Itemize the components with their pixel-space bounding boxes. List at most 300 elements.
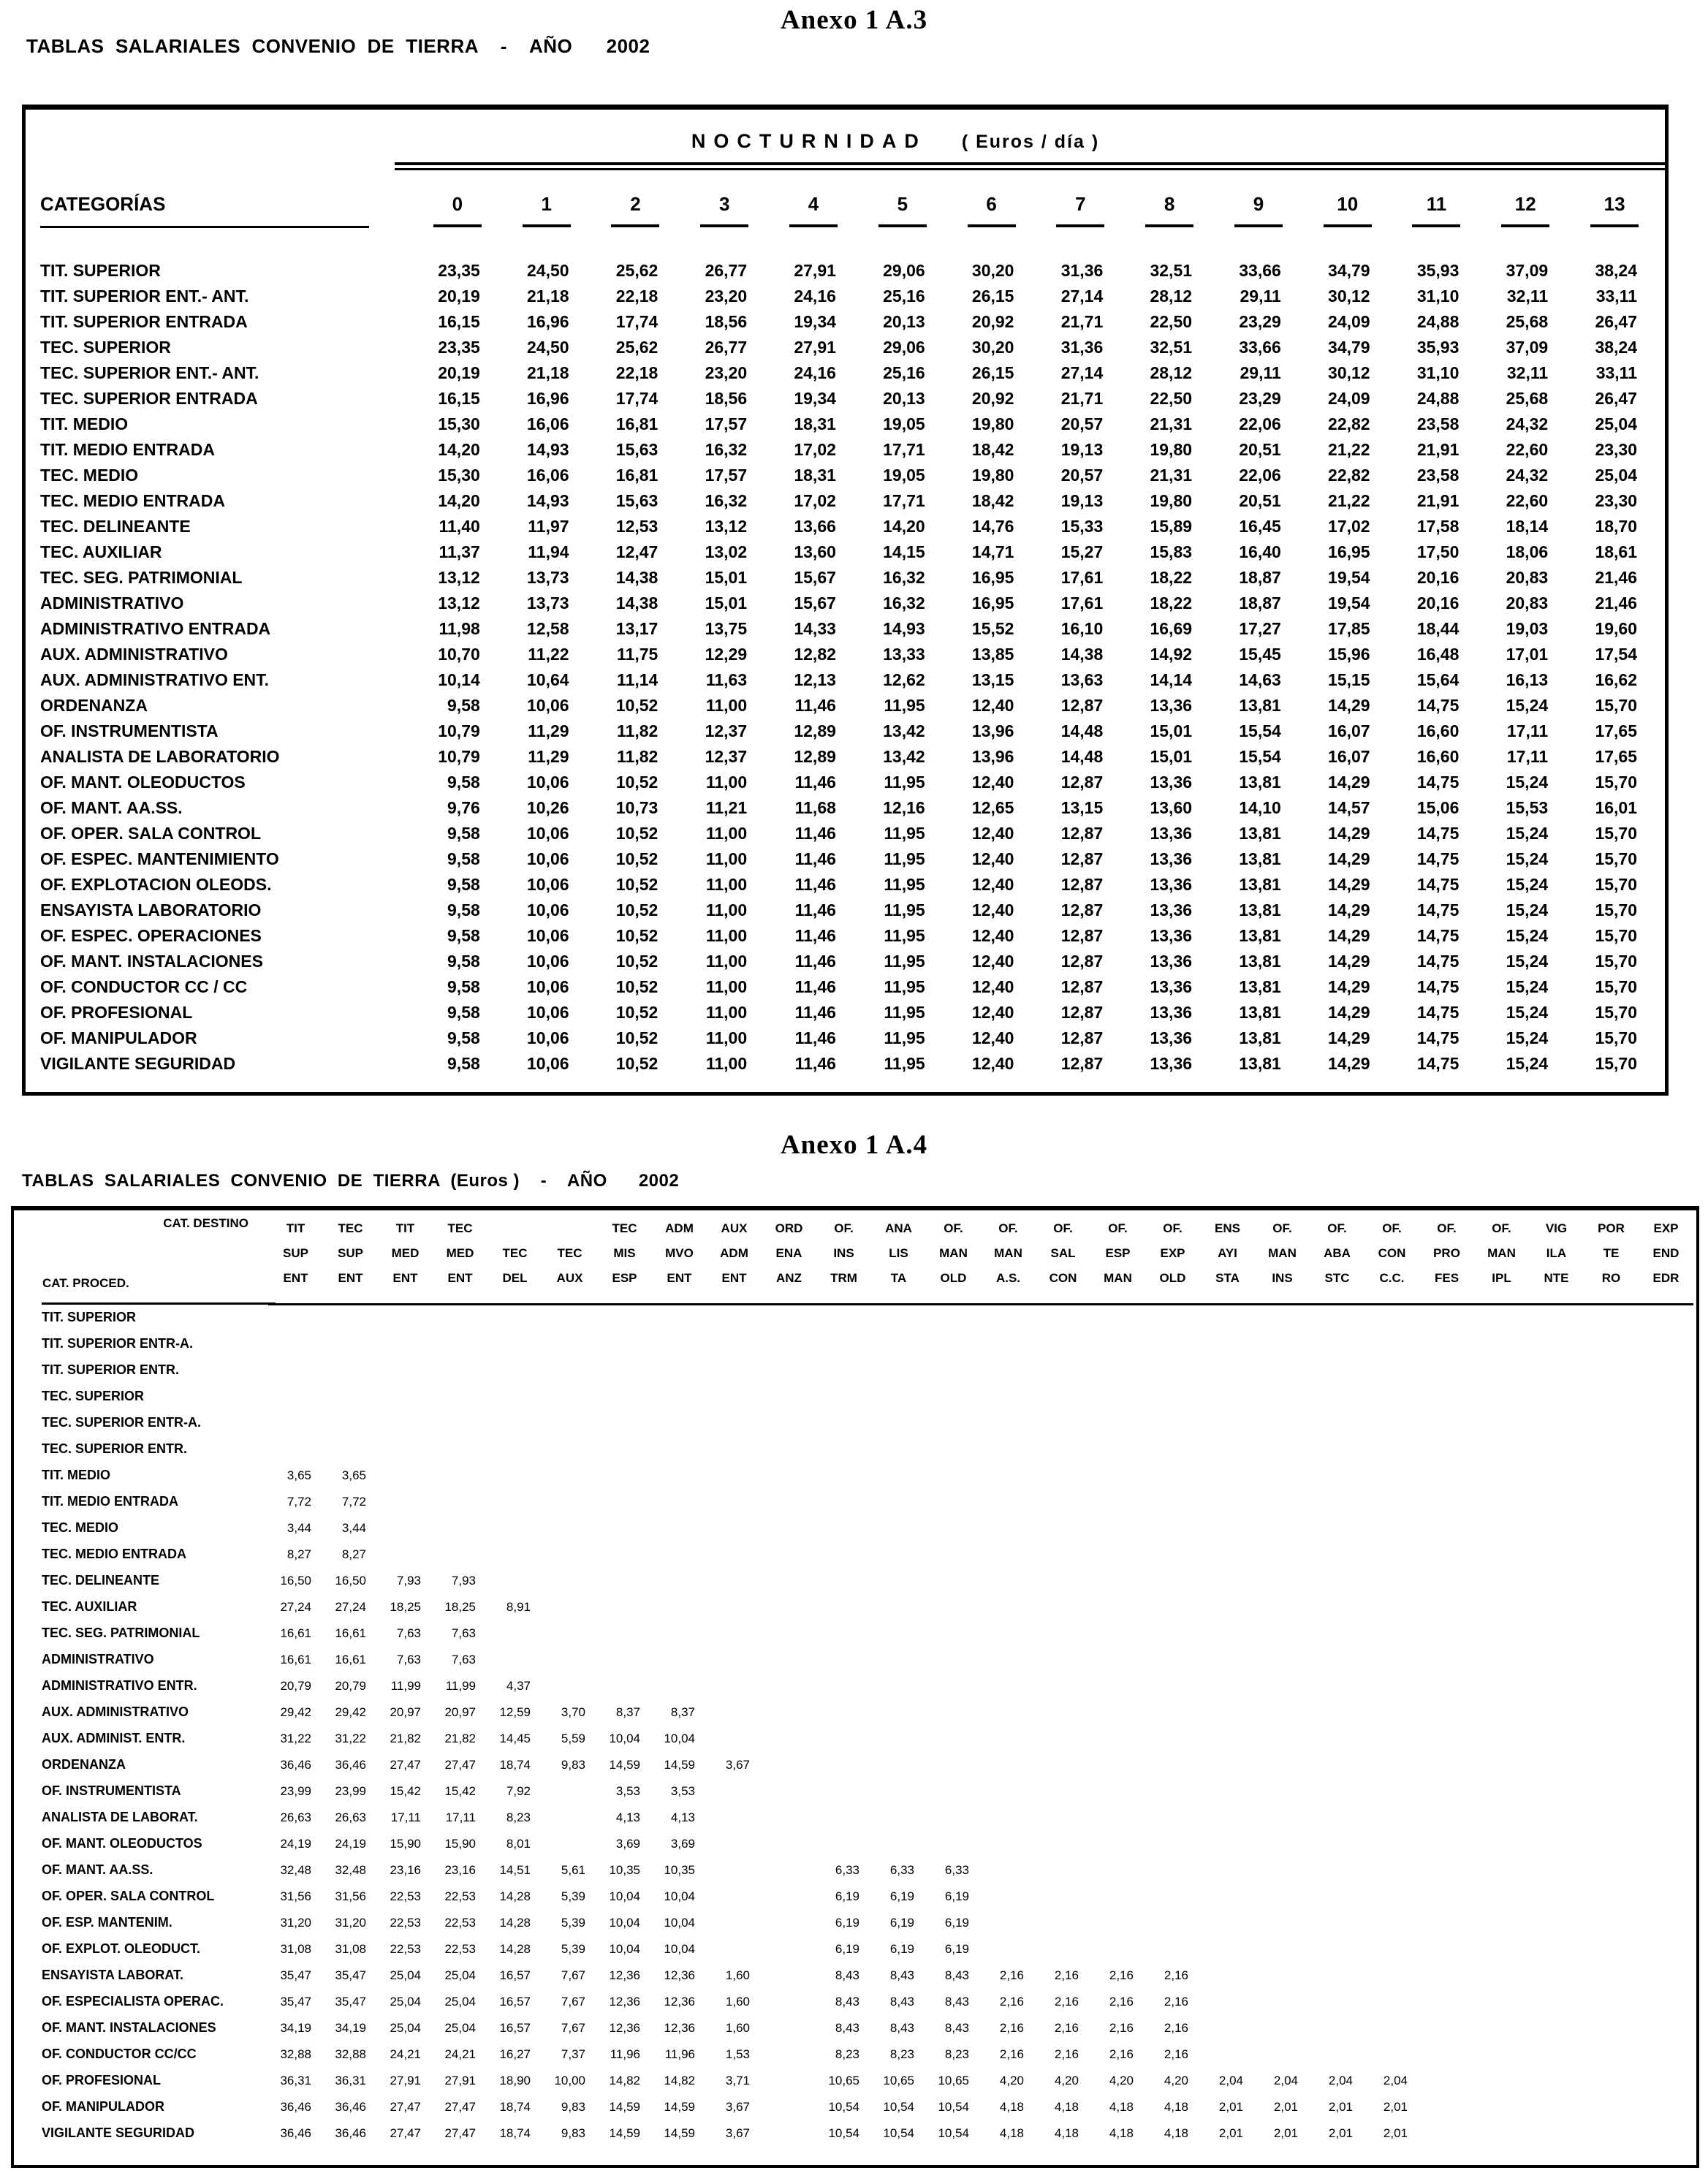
anexo1-subtitle: TABLAS SALARIALES CONVENIO DE TIERRA - AÑO 2002 (26, 35, 650, 57)
value-cell (926, 1699, 981, 1726)
value-cell (1584, 1752, 1639, 1778)
value-cell (1529, 1962, 1584, 1989)
value-cell: 36,46 (280, 2125, 311, 2140)
value-cell (816, 1331, 871, 1357)
value-cell: 35,93 (1416, 261, 1460, 280)
value-cell: 6,33 (835, 1862, 859, 1877)
value-cell (1036, 1778, 1090, 1805)
value-cell: 18,22 (1150, 594, 1193, 613)
table-row (20, 1568, 1693, 1594)
value-cell (1090, 1857, 1145, 1884)
value-cell (1639, 1910, 1693, 1936)
value-cell (1529, 1726, 1584, 1752)
value-cell: 18,22 (1150, 568, 1193, 587)
value-cell: 32,51 (1150, 261, 1193, 280)
col-header-number: 8 (1164, 193, 1175, 215)
value-cell (1255, 1594, 1310, 1620)
matrix-col-header-line: AYI (1218, 1246, 1237, 1260)
value-cell (652, 1410, 707, 1436)
value-cell (1310, 1962, 1364, 1989)
value-cell (1474, 2041, 1529, 2068)
matrix-col-header-line: ABA (1324, 1246, 1351, 1260)
table-row (20, 1357, 1693, 1384)
value-cell (487, 1463, 542, 1489)
col-header-underline (700, 224, 748, 227)
value-cell (1145, 1752, 1200, 1778)
value-cell (816, 1726, 871, 1752)
value-cell: 24,32 (1506, 466, 1549, 485)
value-cell (816, 1568, 871, 1594)
value-cell (1145, 1568, 1200, 1594)
value-cell: 13,36 (1150, 926, 1193, 945)
value-cell (1090, 1910, 1145, 1936)
value-cell: 11,68 (794, 798, 836, 817)
value-cell (871, 1541, 926, 1568)
value-cell (1529, 1463, 1584, 1489)
value-cell: 17,74 (615, 389, 658, 408)
col-header (1481, 183, 1570, 258)
value-cell (1036, 1489, 1090, 1515)
table-row (20, 1515, 1693, 1541)
col-header (413, 183, 502, 258)
value-cell: 4,18 (1109, 2125, 1134, 2140)
value-cell (1529, 1778, 1584, 1805)
value-cell: 13,36 (1150, 773, 1193, 792)
value-cell (1419, 1305, 1474, 1331)
col-header-underline (789, 224, 838, 227)
value-cell: 12,40 (971, 977, 1014, 996)
value-cell: 21,22 (1328, 440, 1370, 459)
matrix-col-header (433, 1213, 487, 1305)
value-cell (926, 1831, 981, 1857)
table-row (33, 770, 1659, 795)
value-cell (1200, 1541, 1255, 1568)
row-label: TIT. MEDIO ENTRADA (40, 440, 215, 459)
col-header-number: 6 (986, 193, 997, 215)
value-cell: 10,06 (527, 875, 569, 894)
value-cell (981, 1489, 1036, 1515)
col-header (769, 183, 858, 258)
value-cell: 3,67 (725, 1757, 750, 1772)
value-cell (1474, 1647, 1529, 1673)
value-cell (1145, 1805, 1200, 1831)
value-cell (981, 1357, 1036, 1384)
value-cell: 29,06 (883, 338, 925, 357)
value-cell: 20,19 (438, 363, 480, 382)
value-cell (1310, 1805, 1364, 1831)
row-label: TIT. SUPERIOR ENTR. (42, 1362, 180, 1377)
value-cell (1639, 1436, 1693, 1463)
value-cell: 11,95 (884, 900, 925, 919)
matrix-col-header-line: MAN (1487, 1246, 1516, 1260)
value-cell: 11,46 (794, 696, 836, 715)
matrix-col-header (1584, 1213, 1639, 1305)
value-cell (1474, 1989, 1529, 2015)
value-cell (871, 1489, 926, 1515)
value-cell: 15,54 (1239, 721, 1281, 740)
row-label: TEC. SUPERIOR ENT.- ANT. (40, 363, 259, 382)
row-label: OF. MANIPULADOR (40, 1028, 197, 1047)
matrix-col-header-line: POR (1598, 1221, 1625, 1235)
value-cell: 22,53 (390, 1915, 421, 1930)
value-cell (1200, 1989, 1255, 2015)
value-cell (1090, 1357, 1145, 1384)
table-row (20, 1805, 1693, 1831)
value-cell: 10,52 (615, 696, 658, 715)
value-cell (762, 1910, 816, 1936)
value-cell: 12,40 (971, 900, 1014, 919)
matrix-col-header-line: OF. (1437, 1221, 1457, 1235)
value-cell: 18,44 (1416, 619, 1460, 638)
value-cell (1419, 1568, 1474, 1594)
value-cell: 12,37 (705, 747, 748, 766)
value-cell (1419, 1410, 1474, 1436)
table-row (20, 2094, 1693, 2120)
value-cell: 2,16 (1109, 2020, 1134, 2035)
value-cell: 20,13 (883, 312, 925, 331)
value-cell: 14,71 (971, 542, 1014, 561)
value-cell (323, 1384, 378, 1410)
matrix-col-header-line: STA (1215, 1271, 1240, 1285)
value-cell (1639, 1673, 1693, 1699)
value-cell (1200, 1805, 1255, 1831)
value-cell: 4,18 (999, 2099, 1024, 2114)
value-cell: 14,29 (1328, 900, 1370, 919)
value-cell: 27,91 (794, 338, 836, 357)
value-cell: 16,62 (1595, 670, 1637, 689)
value-cell: 6,19 (944, 1915, 969, 1930)
table-row (33, 718, 1659, 744)
value-cell (268, 1410, 323, 1436)
value-cell: 13,36 (1150, 1028, 1193, 1047)
value-cell: 17,11 (1506, 721, 1549, 740)
row-label: TEC. AUXILIAR (40, 542, 162, 561)
value-cell: 15,63 (615, 440, 658, 459)
value-cell: 20,83 (1506, 568, 1549, 587)
value-cell (1145, 1831, 1200, 1857)
value-cell: 11,95 (884, 952, 925, 971)
value-cell: 26,47 (1595, 389, 1637, 408)
value-cell: 14,14 (1150, 670, 1193, 689)
value-cell (871, 1305, 926, 1331)
value-cell (1145, 1384, 1200, 1410)
value-cell: 19,60 (1595, 619, 1637, 638)
matrix-col-header (378, 1213, 433, 1305)
value-cell (926, 1726, 981, 1752)
nocturnidad-table-box (22, 105, 1669, 1096)
value-cell (652, 1463, 707, 1489)
row-label: OF. ESPECIALISTA OPERAC. (42, 1994, 224, 2009)
value-cell (1090, 1778, 1145, 1805)
value-cell: 31,22 (335, 1731, 366, 1745)
value-cell (1145, 1489, 1200, 1515)
value-cell (1255, 1515, 1310, 1541)
value-cell: 24,09 (1328, 389, 1370, 408)
value-cell (762, 1436, 816, 1463)
value-cell (1419, 1805, 1474, 1831)
value-cell: 20,92 (971, 389, 1014, 408)
matrix-col-header-line: OF. (1163, 1221, 1183, 1235)
value-cell (1310, 1305, 1364, 1331)
value-cell: 18,74 (499, 2125, 531, 2140)
value-cell (1639, 1568, 1693, 1594)
value-cell (1364, 1910, 1419, 1936)
value-cell: 11,00 (705, 900, 748, 919)
value-cell: 17,57 (705, 466, 748, 485)
value-cell: 17,11 (445, 1810, 476, 1824)
value-cell: 14,38 (615, 594, 658, 613)
value-cell (762, 1620, 816, 1647)
value-cell: 13,33 (883, 645, 925, 664)
value-cell (1200, 1936, 1255, 1962)
col-header-number: 4 (808, 193, 819, 215)
value-cell: 11,82 (617, 747, 658, 766)
value-cell (1255, 1989, 1310, 2015)
value-cell: 14,45 (499, 1731, 531, 1745)
value-cell (926, 1305, 981, 1331)
value-cell (1364, 1384, 1419, 1410)
value-cell (926, 1541, 981, 1568)
value-cell (1090, 1936, 1145, 1962)
value-cell: 2,16 (1054, 1968, 1079, 1982)
value-cell: 9,58 (447, 849, 480, 868)
value-cell: 16,57 (499, 1994, 531, 2009)
value-cell: 24,09 (1328, 312, 1370, 331)
row-label: TEC. SUPERIOR ENTR-A. (42, 1415, 202, 1430)
value-cell: 4,13 (615, 1810, 640, 1824)
value-cell (1364, 1463, 1419, 1489)
value-cell (1036, 1831, 1090, 1857)
value-cell: 14,20 (438, 491, 480, 510)
value-cell (1310, 1515, 1364, 1541)
row-label: OF. ESP. MANTENIM. (42, 1915, 172, 1930)
value-cell (487, 1647, 542, 1673)
value-cell: 3,67 (725, 2099, 750, 2114)
matrix-col-header-line: MAN (1268, 1246, 1297, 1260)
value-cell: 3,65 (286, 1468, 311, 1482)
value-cell (816, 1620, 871, 1647)
table-row (33, 693, 1659, 718)
value-cell: 21,31 (1150, 466, 1193, 485)
value-cell: 4,20 (1109, 2073, 1134, 2087)
value-cell (816, 1410, 871, 1436)
matrix-col-header (1255, 1213, 1310, 1305)
value-cell: 10,73 (615, 798, 658, 817)
value-cell: 18,87 (1239, 568, 1281, 587)
col-header-number: 7 (1075, 193, 1086, 215)
value-cell (542, 1463, 597, 1489)
value-cell: 14,92 (1150, 645, 1193, 664)
col-header-underline (611, 224, 659, 227)
value-cell: 2,16 (999, 1994, 1024, 2009)
value-cell (1364, 1726, 1419, 1752)
table-row (20, 1305, 1693, 1331)
value-cell (487, 1410, 542, 1436)
value-cell: 31,56 (280, 1889, 311, 1903)
value-cell: 10,04 (664, 1915, 695, 1930)
value-cell: 25,04 (1595, 414, 1637, 433)
value-cell (542, 1647, 597, 1673)
value-cell (433, 1463, 487, 1489)
value-cell: 10,26 (527, 798, 569, 817)
matrix-col-header-line: DEL (502, 1271, 528, 1285)
matrix-col-header (1200, 1213, 1255, 1305)
value-cell (268, 1436, 323, 1463)
col-header (1214, 183, 1303, 258)
value-cell: 1,53 (725, 2047, 750, 2061)
value-cell: 16,45 (1239, 517, 1281, 536)
value-cell (1145, 1936, 1200, 1962)
value-cell (1419, 1989, 1474, 2015)
value-cell: 31,20 (335, 1915, 366, 1930)
matrix-col-header-line: ENT (721, 1271, 747, 1285)
value-cell: 4,18 (999, 2125, 1024, 2140)
value-cell: 32,11 (1506, 363, 1549, 382)
value-cell: 10,52 (615, 977, 658, 996)
value-cell (707, 1936, 762, 1962)
value-cell: 20,51 (1239, 491, 1281, 510)
nocturnidad-table-body (33, 258, 1659, 1077)
value-cell (542, 1541, 597, 1568)
value-cell: 9,58 (447, 900, 480, 919)
value-cell (1584, 2015, 1639, 2041)
matrix-col-header (871, 1213, 926, 1305)
value-cell (378, 1305, 433, 1331)
value-cell: 14,75 (1416, 952, 1460, 971)
value-cell: 12,89 (794, 721, 836, 740)
value-cell (1255, 1962, 1310, 1989)
value-cell (1090, 1699, 1145, 1726)
value-cell: 2,16 (999, 1968, 1024, 1982)
value-cell: 12,87 (1060, 926, 1104, 945)
row-label: TEC. MEDIO (42, 1520, 119, 1535)
value-cell: 10,06 (527, 773, 569, 792)
col-header (591, 183, 680, 258)
value-cell (707, 1673, 762, 1699)
value-cell: 13,81 (1239, 1054, 1281, 1073)
value-cell (1036, 1884, 1090, 1910)
value-cell (816, 1752, 871, 1778)
value-cell: 14,75 (1416, 875, 1460, 894)
value-cell (1364, 1357, 1419, 1384)
value-cell (1639, 1752, 1693, 1778)
value-cell: 15,83 (1150, 542, 1193, 561)
value-cell: 23,29 (1239, 312, 1281, 331)
value-cell (926, 1805, 981, 1831)
value-cell: 14,29 (1328, 696, 1370, 715)
value-cell: 22,50 (1150, 389, 1193, 408)
value-cell: 22,53 (444, 1889, 476, 1903)
value-cell (816, 1673, 871, 1699)
value-cell: 11,94 (528, 542, 569, 561)
value-cell (542, 1410, 597, 1436)
value-cell (1255, 1541, 1310, 1568)
value-cell (1419, 1384, 1474, 1410)
value-cell (1310, 1673, 1364, 1699)
table-row (20, 1647, 1693, 1673)
col-header-underline (433, 224, 482, 227)
value-cell: 2,16 (1054, 2020, 1079, 2035)
value-cell (1419, 1857, 1474, 1884)
value-cell (1364, 2015, 1419, 2041)
value-cell (1364, 1568, 1419, 1594)
cat-destino-label: CAT. DESTINO (163, 1216, 248, 1230)
value-cell: 11,46 (794, 900, 836, 919)
row-label: OF. CONDUCTOR CC/CC (42, 2047, 197, 2061)
value-cell: 31,08 (280, 1941, 311, 1956)
value-cell: 25,04 (444, 2020, 476, 2035)
value-cell (1255, 1884, 1310, 1910)
value-cell: 20,92 (971, 312, 1014, 331)
value-cell: 15,24 (1506, 773, 1549, 792)
value-cell (1639, 2015, 1693, 2041)
value-cell: 32,88 (335, 2047, 366, 2061)
value-cell: 15,42 (444, 1783, 476, 1798)
value-cell: 2,16 (1164, 2047, 1188, 2061)
value-cell (1639, 2041, 1693, 2068)
row-label: OF. EXPLOT. OLEODUCT. (42, 1941, 201, 1956)
value-cell: 15,52 (971, 619, 1014, 638)
value-cell: 8,23 (506, 1810, 531, 1824)
value-cell: 15,45 (1239, 645, 1281, 664)
value-cell: 16,81 (615, 414, 658, 433)
value-cell: 36,46 (335, 1757, 366, 1772)
table-row (33, 591, 1659, 616)
matrix-col-header-line: ILA (1546, 1246, 1567, 1260)
row-label: OF. ESPEC. MANTENIMIENTO (40, 849, 279, 868)
value-cell (816, 1594, 871, 1620)
value-cell (1529, 2041, 1584, 2068)
value-cell (1419, 1594, 1474, 1620)
value-cell: 13,12 (438, 594, 480, 613)
value-cell: 31,20 (280, 1915, 311, 1930)
value-cell (1474, 2094, 1529, 2120)
value-cell (652, 1489, 707, 1515)
value-cell: 37,09 (1506, 261, 1549, 280)
value-cell (816, 1463, 871, 1489)
value-cell: 10,54 (938, 2099, 969, 2114)
col-header-underline (1412, 224, 1460, 227)
value-cell (433, 1515, 487, 1541)
matrix-col-header-line: OF. (944, 1221, 963, 1235)
value-cell: 16,06 (527, 466, 569, 485)
value-cell (597, 1541, 652, 1568)
value-cell (1474, 1910, 1529, 1936)
value-cell: 23,99 (335, 1783, 366, 1798)
value-cell (1529, 1805, 1584, 1831)
value-cell: 25,16 (883, 287, 925, 306)
row-label: ADMINISTRATIVO (40, 594, 184, 613)
value-cell: 4,18 (1054, 2125, 1079, 2140)
value-cell (1474, 1515, 1529, 1541)
value-cell: 8,37 (615, 1704, 640, 1719)
value-cell (1474, 1778, 1529, 1805)
value-cell (1529, 2094, 1584, 2120)
value-cell: 24,50 (527, 338, 569, 357)
value-cell: 12,87 (1060, 696, 1104, 715)
value-cell: 13,85 (971, 645, 1014, 664)
value-cell: 13,81 (1239, 824, 1281, 843)
value-cell (1529, 1515, 1584, 1541)
value-cell: 14,38 (615, 568, 658, 587)
value-cell: 11,95 (884, 773, 925, 792)
value-cell: 19,34 (794, 312, 836, 331)
matrix-col-header-line: RO (1601, 1271, 1621, 1285)
value-cell: 11,46 (794, 875, 836, 894)
value-cell (1584, 1831, 1639, 1857)
value-cell: 12,87 (1060, 875, 1104, 894)
matrix-col-header-line: OF. (1053, 1221, 1073, 1235)
